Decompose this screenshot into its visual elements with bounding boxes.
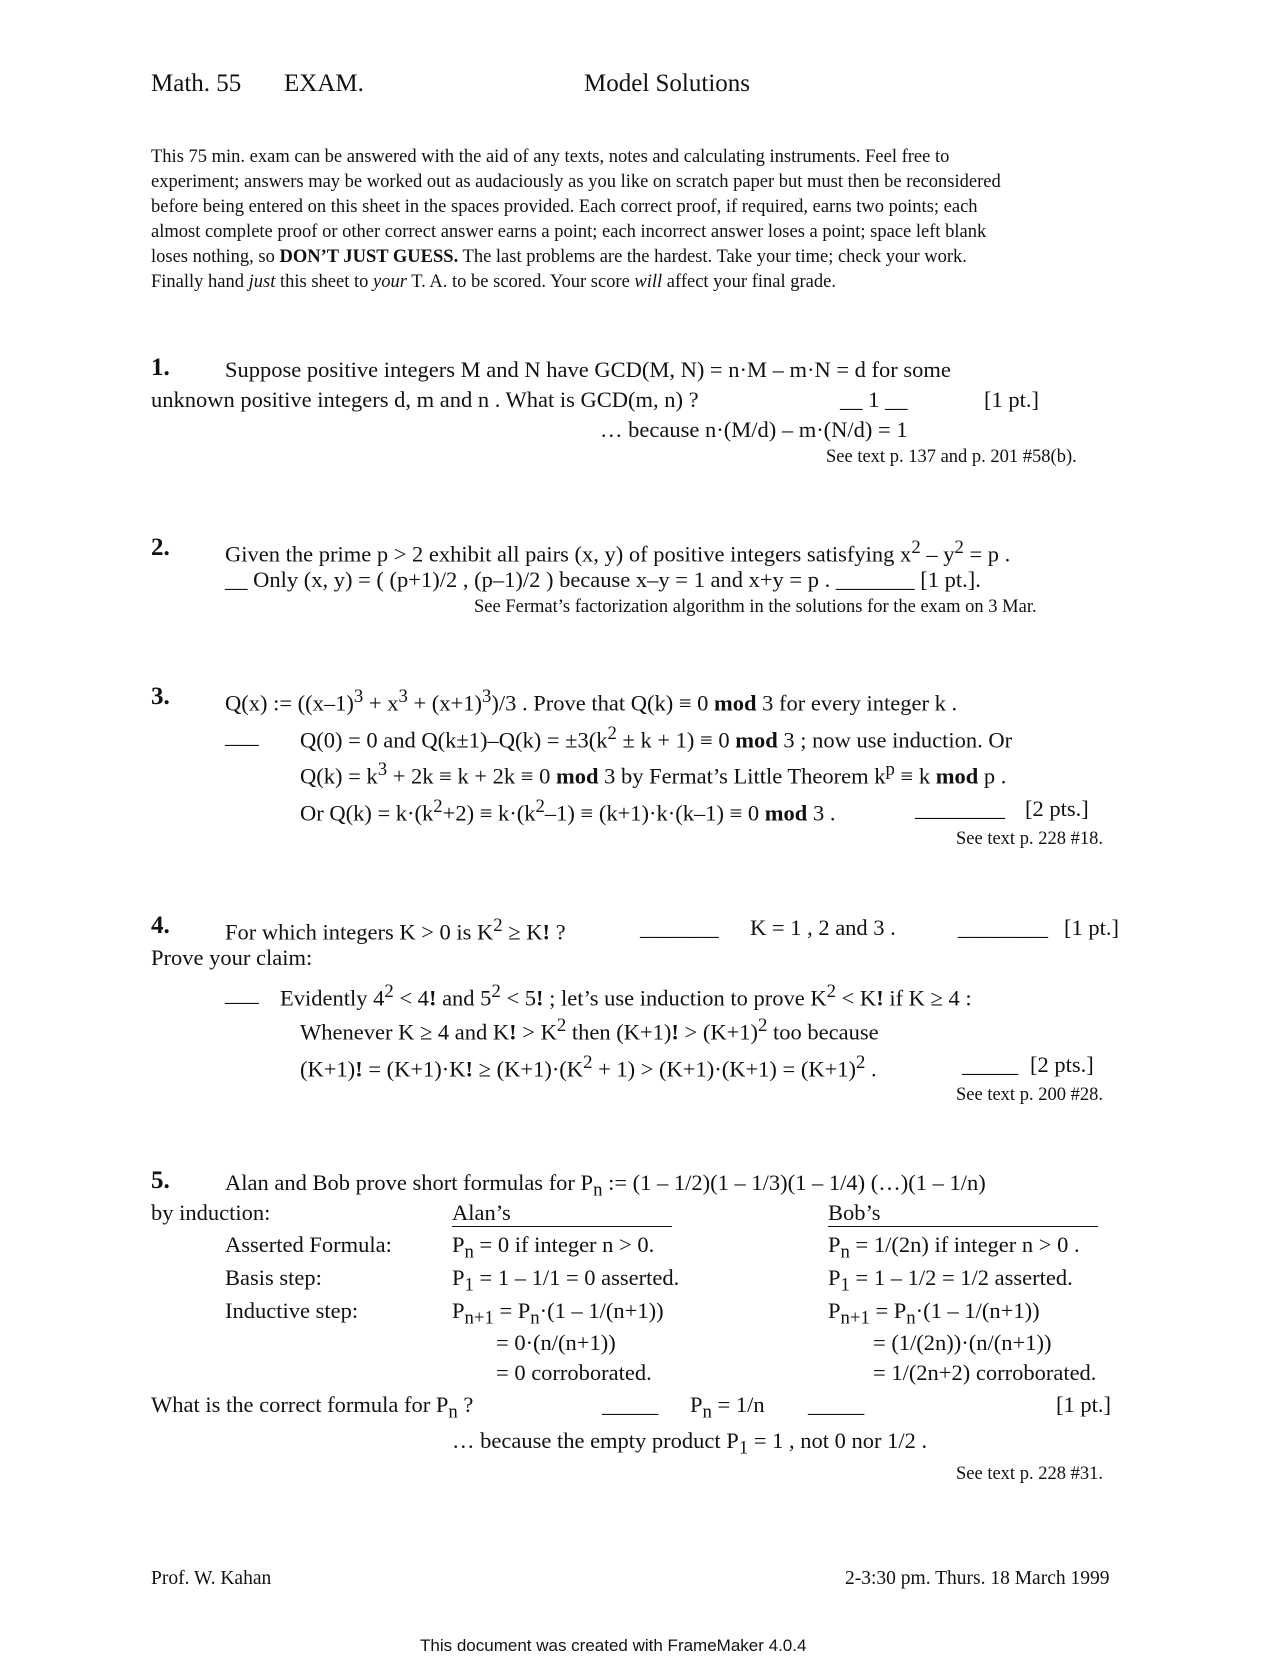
- text: P: [452, 1232, 465, 1257]
- problem-4-number: 4.: [151, 912, 170, 939]
- text: = 1 – 1/2 = 1/2 asserted.: [849, 1265, 1073, 1290]
- instructions: [151, 145, 1141, 295]
- superscript: p: [885, 759, 895, 780]
- alan-formula: [452, 1232, 654, 1264]
- problem-3-line2: [300, 723, 1012, 754]
- problem-5-number: 5.: [151, 1167, 170, 1194]
- problem-3-line4: [300, 796, 835, 827]
- alan-inductive: [452, 1298, 664, 1330]
- intro-text: affect your final grade.: [666, 272, 836, 292]
- intro-emphasis: your: [373, 272, 407, 292]
- intro-emphasis: just: [248, 272, 276, 292]
- superscript: 2: [535, 796, 545, 817]
- superscript: 2: [556, 1015, 567, 1036]
- superscript: 2: [493, 915, 503, 936]
- text: = 0 if integer n > 0.: [473, 1232, 655, 1257]
- text: + x: [363, 690, 399, 716]
- subscript: n+1: [840, 1307, 870, 1329]
- problem-1-number: 1.: [151, 354, 170, 381]
- problem-3-number: 3.: [151, 683, 170, 710]
- problem-4-line4: [300, 1015, 879, 1046]
- text: P: [828, 1298, 841, 1323]
- problem-4-line5: [300, 1052, 877, 1083]
- warning-text: DON’T JUST GUESS.: [279, 247, 459, 267]
- subscript: n+1: [464, 1307, 494, 1329]
- problem-5-blank-2: _____: [808, 1392, 865, 1417]
- superscript: 2: [856, 1052, 866, 1073]
- text: 3 for every integer k .: [756, 690, 958, 716]
- row-label-basis: Basis step:: [225, 1265, 322, 1290]
- problem-3-line3: [300, 759, 1006, 790]
- mod-keyword: mod: [735, 727, 778, 753]
- problem-5-blank-1: _____: [602, 1392, 659, 1417]
- problem-1-reference: See text p. 137 and p. 201 #58(b).: [826, 447, 1077, 467]
- text: Q(0) = 0 and Q(k±1)–Q(k) = ±3(k: [300, 727, 608, 753]
- text: ?: [457, 1392, 474, 1417]
- problem-5-reference: See text p. 228 #31.: [956, 1464, 1103, 1484]
- text: p .: [978, 763, 1007, 789]
- subscript: n: [448, 1401, 458, 1423]
- text: ·(1 – 1/(n+1)): [915, 1298, 1040, 1323]
- text: ≥ (K+1)·(K: [473, 1056, 584, 1082]
- factorial-sign: !: [428, 985, 437, 1011]
- intro-text: T. A. to be scored. Your score: [411, 272, 630, 292]
- problem-4-reference: See text p. 200 #28.: [956, 1085, 1103, 1105]
- text: ≡ k: [894, 763, 936, 789]
- problem-1-line1: Suppose positive integers M and N have GCD(M, N) = n·M – m·N = d for some: [225, 357, 951, 382]
- problem-4-points-1: [1 pt.]: [1064, 915, 1119, 940]
- text: and 5: [436, 985, 492, 1011]
- text: ; let’s use induction to prove K: [543, 985, 827, 1011]
- text: > (K+1): [678, 1019, 759, 1045]
- problem-4-blank-1: _______: [640, 915, 719, 940]
- problem-3-points: [2 pts.]: [1025, 796, 1089, 821]
- intro-line: before being entered on this sheet in the spaces provided. Each correct proof, if required, earns two points; each: [151, 197, 978, 217]
- text: too because: [767, 1019, 879, 1045]
- text: .: [865, 1056, 877, 1082]
- problem-4-line3: [280, 981, 972, 1012]
- mod-keyword: mod: [555, 763, 599, 789]
- text: Q(x) := ((x–1): [225, 690, 354, 716]
- intro-text: The last problems are the hardest. Take your time; check your work.: [462, 247, 967, 267]
- text: P: [690, 1392, 703, 1417]
- factorial-sign: !: [876, 985, 884, 1011]
- text: ≥ K: [502, 919, 543, 945]
- text: = 1/(2n) if integer n > 0 .: [849, 1232, 1080, 1257]
- bob-inductive: [828, 1298, 1040, 1330]
- superscript: 3: [353, 686, 364, 707]
- superscript: 2: [384, 981, 394, 1002]
- row-label-formula: Asserted Formula:: [225, 1232, 392, 1257]
- problem-2-reference: See Fermat’s factorization algorithm in the solutions for the exam on 3 Mar.: [474, 597, 1037, 617]
- subscript: 1: [738, 1437, 749, 1459]
- text: For which integers K > 0 is K: [225, 919, 494, 945]
- text: 3 .: [807, 800, 836, 826]
- factorial-sign: !: [465, 1056, 474, 1082]
- problem-1-points: [1 pt.]: [984, 387, 1039, 412]
- row-label-inductive: Inductive step:: [225, 1298, 359, 1323]
- text: Evidently 4: [280, 985, 385, 1011]
- superscript: 2: [491, 981, 501, 1002]
- text: Given the prime p > 2 exhibit all pairs (x, y) of positive integers satisfying x: [225, 541, 912, 567]
- creator-note: This document was created with FrameMaker 4.0.4: [420, 1636, 807, 1655]
- intro-text: this sheet to: [280, 272, 369, 292]
- text: = 1 – 1/1 = 0 asserted.: [473, 1265, 680, 1290]
- problem-3-answer-blank: ________: [915, 796, 1005, 821]
- text: –1) ≡ (k+1)·k·(k–1) ≡ 0: [544, 800, 765, 826]
- mod-keyword: mod: [764, 800, 808, 826]
- subscript: n: [593, 1179, 603, 1201]
- text: then (K+1): [566, 1019, 672, 1045]
- problem-2-number: 2.: [151, 534, 170, 561]
- text: = 1 , not 0 nor 1/2 .: [748, 1428, 928, 1453]
- intro-line: experiment; answers may be worked out as audaciously as you like on scratch paper but must then be reconsidered: [151, 172, 1001, 192]
- text: < K: [835, 985, 877, 1011]
- problem-4-prompt: Prove your claim:: [151, 945, 313, 970]
- intro-line: [151, 270, 1141, 295]
- text: +2) ≡ k·(k: [442, 800, 536, 826]
- factorial-sign: !: [355, 1056, 363, 1082]
- text: + 1) > (K+1)·(K+1) = (K+1): [592, 1056, 857, 1082]
- intro-emphasis: will: [634, 272, 663, 292]
- intro-line: [151, 245, 1141, 270]
- exam-date: 2-3:30 pm. Thurs. 18 March 1999: [845, 1568, 1110, 1589]
- superscript: 2: [583, 1052, 593, 1073]
- text: + (x+1): [407, 690, 482, 716]
- text: = P: [869, 1298, 907, 1323]
- factorial-sign: !: [536, 985, 544, 1011]
- bob-formula: [828, 1232, 1080, 1264]
- bob-column-header: Bob’s: [828, 1200, 1098, 1227]
- text: Or Q(k) = k·(k: [300, 800, 434, 826]
- text: … because the empty product P: [452, 1428, 739, 1453]
- text: P: [452, 1298, 465, 1323]
- text: ?: [550, 919, 566, 945]
- intro-line: almost complete proof or other correct answer earns a point; each incorrect answer loses a point; space left blank: [151, 222, 987, 242]
- exam-label: EXAM.: [284, 70, 364, 97]
- text: What is the correct formula for P: [151, 1392, 449, 1417]
- problem-5-because: [452, 1428, 927, 1460]
- problem-3-line1: [225, 686, 957, 717]
- alan-basis: [452, 1265, 679, 1297]
- subscript: n: [464, 1241, 474, 1263]
- bob-inductive-2: = (1/(2n))·(n/(n+1)): [873, 1330, 1052, 1355]
- text: ± k + 1) ≡ 0: [616, 727, 736, 753]
- problem-4-blank-3: ___: [225, 981, 259, 1006]
- subscript: 1: [840, 1274, 850, 1296]
- problem-1-because: … because n·(M/d) – m·(N/d) = 1: [600, 417, 908, 442]
- text: P: [828, 1232, 841, 1257]
- subscript: n: [906, 1307, 916, 1329]
- superscript: 3: [377, 759, 388, 780]
- text: < 4: [393, 985, 429, 1011]
- problem-4-blank-4: _____: [962, 1052, 1019, 1077]
- alan-column-header: Alan’s: [452, 1200, 672, 1227]
- problem-2-answer: __ Only (x, y) = ( (p+1)/2 , (p–1)/2 ) because x–y = 1 and x+y = p . _______ [1 pt.].: [225, 567, 981, 592]
- text: 3 ; now use induction. Or: [777, 727, 1013, 753]
- author: Prof. W. Kahan: [151, 1568, 272, 1589]
- superscript: 2: [826, 981, 836, 1002]
- text: ·(1 – 1/(n+1)): [539, 1298, 664, 1323]
- superscript: 3: [398, 686, 408, 707]
- text: < 5: [500, 985, 537, 1011]
- text: if K ≥ 4 :: [883, 985, 972, 1011]
- text: > K: [516, 1019, 557, 1045]
- alan-inductive-2: = 0·(n/(n+1)): [496, 1330, 616, 1355]
- text: 3 by Fermat’s Little Theorem k: [598, 763, 886, 789]
- text: + 2k ≡ k + 2k ≡ 0: [387, 763, 556, 789]
- text: := (1 – 1/2)(1 – 1/3)(1 – 1/4) (…)(1 – 1/n): [602, 1170, 986, 1195]
- problem-4-line1: [225, 915, 566, 946]
- mod-keyword: mod: [714, 690, 757, 716]
- problem-1-line2: unknown positive integers d, m and n . What is GCD(m, n) ?: [151, 387, 699, 412]
- course-label: Math. 55: [151, 70, 242, 97]
- text: Q(k) = k: [300, 763, 378, 789]
- superscript: 2: [954, 537, 964, 558]
- problem-1-answer: __ 1 __: [840, 387, 908, 412]
- problem-3-blank: ___: [225, 723, 259, 748]
- superscript: 2: [758, 1015, 768, 1036]
- text: P: [828, 1265, 841, 1290]
- text: = (K+1)·K: [362, 1056, 466, 1082]
- bob-inductive-3: = 1/(2n+2) corroborated.: [873, 1360, 1097, 1385]
- superscript: 3: [481, 686, 492, 707]
- problem-5-line1: [225, 1170, 986, 1202]
- factorial-sign: !: [542, 919, 551, 945]
- subscript: n: [702, 1401, 712, 1423]
- intro-line: This 75 min. exam can be answered with the aid of any texts, notes and calculating instruments. Feel free to: [151, 147, 950, 167]
- text: = p .: [963, 541, 1011, 567]
- page-title: Model Solutions: [584, 70, 750, 97]
- problem-3-reference: See text p. 228 #18.: [956, 829, 1103, 849]
- problem-2-line1: [225, 537, 1010, 568]
- text: – y: [920, 541, 955, 567]
- text: Whenever K ≥ 4 and K: [300, 1019, 510, 1045]
- intro-text: loses nothing, so: [151, 247, 275, 267]
- text: = P: [493, 1298, 531, 1323]
- subscript: n: [840, 1241, 850, 1263]
- bob-basis: [828, 1265, 1073, 1297]
- problem-5-points: [1 pt.]: [1056, 1392, 1111, 1417]
- superscript: 2: [607, 723, 617, 744]
- problem-4-answer: K = 1 , 2 and 3 .: [750, 915, 896, 940]
- intro-text: Finally hand: [151, 272, 245, 292]
- problem-4-blank-2: ________: [958, 915, 1048, 940]
- subscript: 1: [464, 1274, 474, 1296]
- problem-5-question: [151, 1392, 473, 1424]
- problem-5-answer: [690, 1392, 765, 1424]
- factorial-sign: !: [509, 1019, 517, 1045]
- superscript: 2: [911, 537, 921, 558]
- text: P: [452, 1265, 465, 1290]
- superscript: 2: [433, 796, 443, 817]
- problem-4-points-2: [2 pts.]: [1030, 1052, 1094, 1077]
- mod-keyword: mod: [935, 763, 979, 789]
- subscript: n: [530, 1307, 540, 1329]
- text: = 1/n: [711, 1392, 765, 1417]
- factorial-sign: !: [671, 1019, 679, 1045]
- alan-inductive-3: = 0 corroborated.: [496, 1360, 652, 1385]
- text: (K+1): [300, 1056, 356, 1082]
- text: )/3 . Prove that Q(k) ≡ 0: [491, 690, 715, 716]
- problem-5-line2: by induction:: [151, 1200, 271, 1225]
- text: Alan and Bob prove short formulas for P: [225, 1170, 594, 1195]
